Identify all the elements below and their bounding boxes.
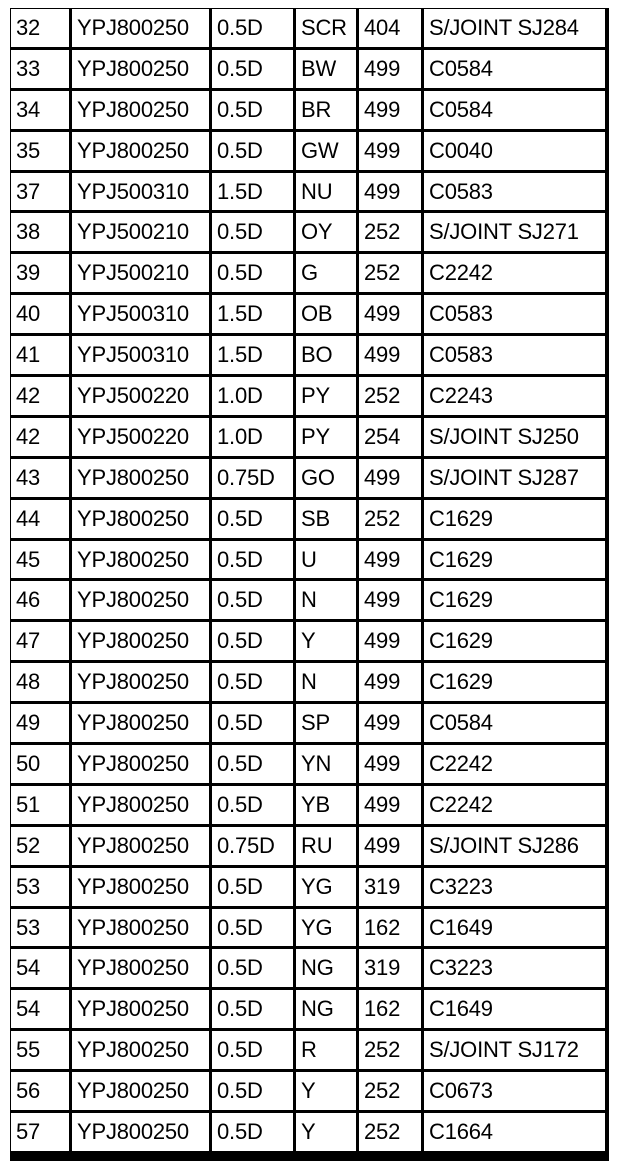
part-number-cell: YPJ800250	[72, 9, 209, 47]
wire-size-cell: 1.5D	[212, 336, 293, 374]
destination-cell: C1629	[424, 541, 605, 579]
part-number-cell: YPJ500310	[72, 295, 209, 333]
wire-color-cell: RU	[296, 827, 356, 865]
table-row	[11, 132, 605, 170]
wire-number-cell: 32	[11, 9, 69, 47]
circuit-code-cell: 499	[359, 622, 421, 660]
table-frame	[10, 8, 609, 1161]
table-row	[11, 622, 605, 660]
wire-number-cell: 51	[11, 786, 69, 824]
part-number-cell: YPJ800250	[72, 1113, 209, 1151]
table-row	[11, 173, 605, 211]
table-row	[11, 1031, 605, 1069]
destination-cell: C1629	[424, 581, 605, 619]
destination-cell: C2242	[424, 786, 605, 824]
part-number-cell: YPJ800250	[72, 459, 209, 497]
destination-cell: C0583	[424, 173, 605, 211]
circuit-code-cell: 499	[359, 704, 421, 742]
wire-number-cell: 43	[11, 459, 69, 497]
table-row	[11, 336, 605, 374]
wire-size-cell: 0.5D	[212, 704, 293, 742]
wire-number-cell: 45	[11, 541, 69, 579]
circuit-code-cell: 252	[359, 1072, 421, 1110]
circuit-code-cell: 499	[359, 581, 421, 619]
table-row	[11, 91, 605, 129]
circuit-code-cell: 499	[359, 827, 421, 865]
circuit-code-cell: 499	[359, 132, 421, 170]
wire-size-cell: 1.0D	[212, 377, 293, 415]
circuit-code-cell: 499	[359, 663, 421, 701]
wire-number-cell: 42	[11, 377, 69, 415]
part-number-cell: YPJ500310	[72, 173, 209, 211]
destination-cell: C1649	[424, 909, 605, 947]
part-number-cell: YPJ800250	[72, 949, 209, 987]
circuit-code-cell: 252	[359, 1031, 421, 1069]
wire-color-cell: Y	[296, 1072, 356, 1110]
destination-cell: S/JOINT SJ284	[424, 9, 605, 47]
part-number-cell: YPJ800250	[72, 1031, 209, 1069]
wire-number-cell: 53	[11, 909, 69, 947]
circuit-code-cell: 404	[359, 9, 421, 47]
destination-cell: C0673	[424, 1072, 605, 1110]
table-row	[11, 1113, 605, 1151]
wire-number-cell: 46	[11, 581, 69, 619]
wire-size-cell: 0.5D	[212, 581, 293, 619]
wire-number-cell: 52	[11, 827, 69, 865]
part-number-cell: YPJ800250	[72, 990, 209, 1028]
wire-color-cell: SP	[296, 704, 356, 742]
wire-number-cell: 56	[11, 1072, 69, 1110]
destination-cell: C0584	[424, 704, 605, 742]
circuit-code-cell: 162	[359, 990, 421, 1028]
destination-cell: C3223	[424, 949, 605, 987]
wire-number-cell: 34	[11, 91, 69, 129]
table-row	[11, 500, 605, 538]
destination-cell: S/JOINT SJ250	[424, 418, 605, 456]
part-number-cell: YPJ800250	[72, 868, 209, 906]
destination-cell: S/JOINT SJ287	[424, 459, 605, 497]
table-row	[11, 541, 605, 579]
circuit-code-cell: 319	[359, 868, 421, 906]
wire-number-cell: 37	[11, 173, 69, 211]
wire-size-cell: 0.5D	[212, 1072, 293, 1110]
wire-size-cell: 0.5D	[212, 541, 293, 579]
wire-size-cell: 0.5D	[212, 1031, 293, 1069]
table-row	[11, 9, 605, 47]
wire-size-cell: 0.5D	[212, 949, 293, 987]
wire-size-cell: 0.5D	[212, 500, 293, 538]
destination-cell: C2242	[424, 254, 605, 292]
wire-size-cell: 0.75D	[212, 827, 293, 865]
destination-cell: S/JOINT SJ271	[424, 213, 605, 251]
wire-size-cell: 1.5D	[212, 173, 293, 211]
part-number-cell: YPJ800250	[72, 704, 209, 742]
wire-number-cell: 38	[11, 213, 69, 251]
wire-number-cell: 48	[11, 663, 69, 701]
circuit-code-cell: 499	[359, 745, 421, 783]
part-number-cell: YPJ800250	[72, 541, 209, 579]
part-number-cell: YPJ800250	[72, 500, 209, 538]
table-row	[11, 745, 605, 783]
destination-cell: C2242	[424, 745, 605, 783]
destination-cell: C2243	[424, 377, 605, 415]
wire-color-cell: YB	[296, 786, 356, 824]
part-number-cell: YPJ800250	[72, 50, 209, 88]
wire-size-cell: 0.5D	[212, 745, 293, 783]
table-row	[11, 295, 605, 333]
wire-size-cell: 1.5D	[212, 295, 293, 333]
wire-number-cell: 39	[11, 254, 69, 292]
circuit-code-cell: 499	[359, 173, 421, 211]
table-row	[11, 868, 605, 906]
destination-cell: C0040	[424, 132, 605, 170]
destination-cell: S/JOINT SJ172	[424, 1031, 605, 1069]
wire-color-cell: PY	[296, 377, 356, 415]
part-number-cell: YPJ800250	[72, 132, 209, 170]
wire-size-cell: 0.5D	[212, 213, 293, 251]
table-body	[11, 9, 605, 1151]
wire-color-cell: N	[296, 581, 356, 619]
table-row	[11, 418, 605, 456]
part-number-cell: YPJ800250	[72, 786, 209, 824]
table-row	[11, 909, 605, 947]
wiring-table	[8, 6, 608, 1154]
destination-cell: S/JOINT SJ286	[424, 827, 605, 865]
circuit-code-cell: 499	[359, 786, 421, 824]
wire-color-cell: YG	[296, 909, 356, 947]
wire-color-cell: OY	[296, 213, 356, 251]
wire-number-cell: 55	[11, 1031, 69, 1069]
part-number-cell: YPJ800250	[72, 622, 209, 660]
wire-size-cell: 0.5D	[212, 786, 293, 824]
wire-color-cell: R	[296, 1031, 356, 1069]
part-number-cell: YPJ800250	[72, 663, 209, 701]
wire-color-cell: Y	[296, 622, 356, 660]
destination-cell: C0583	[424, 336, 605, 374]
destination-cell: C3223	[424, 868, 605, 906]
part-number-cell: YPJ800250	[72, 1072, 209, 1110]
circuit-code-cell: 499	[359, 295, 421, 333]
table-row	[11, 827, 605, 865]
circuit-code-cell: 252	[359, 377, 421, 415]
table-row	[11, 254, 605, 292]
table-row	[11, 459, 605, 497]
wire-number-cell: 49	[11, 704, 69, 742]
part-number-cell: YPJ800250	[72, 581, 209, 619]
part-number-cell: YPJ500310	[72, 336, 209, 374]
part-number-cell: YPJ500210	[72, 254, 209, 292]
wire-color-cell: SB	[296, 500, 356, 538]
part-number-cell: YPJ500220	[72, 418, 209, 456]
wire-number-cell: 54	[11, 990, 69, 1028]
table-row	[11, 581, 605, 619]
wire-color-cell: NU	[296, 173, 356, 211]
wire-color-cell: BR	[296, 91, 356, 129]
table-row	[11, 990, 605, 1028]
wire-size-cell: 1.0D	[212, 418, 293, 456]
table-row	[11, 213, 605, 251]
wire-size-cell: 0.5D	[212, 990, 293, 1028]
wire-color-cell: OB	[296, 295, 356, 333]
table-row	[11, 786, 605, 824]
wire-number-cell: 42	[11, 418, 69, 456]
wire-color-cell: Y	[296, 1113, 356, 1151]
wire-color-cell: BO	[296, 336, 356, 374]
destination-cell: C0584	[424, 50, 605, 88]
wire-number-cell: 40	[11, 295, 69, 333]
part-number-cell: YPJ800250	[72, 745, 209, 783]
wire-color-cell: U	[296, 541, 356, 579]
wire-color-cell: NG	[296, 949, 356, 987]
wire-size-cell: 0.5D	[212, 9, 293, 47]
circuit-code-cell: 499	[359, 541, 421, 579]
destination-cell: C1649	[424, 990, 605, 1028]
circuit-code-cell: 499	[359, 459, 421, 497]
destination-cell: C0583	[424, 295, 605, 333]
circuit-code-cell: 252	[359, 1113, 421, 1151]
wire-color-cell: GO	[296, 459, 356, 497]
wire-number-cell: 33	[11, 50, 69, 88]
wire-number-cell: 35	[11, 132, 69, 170]
table-row	[11, 50, 605, 88]
wire-color-cell: SCR	[296, 9, 356, 47]
part-number-cell: YPJ500210	[72, 213, 209, 251]
wire-size-cell: 0.5D	[212, 254, 293, 292]
circuit-code-cell: 252	[359, 500, 421, 538]
destination-cell: C1629	[424, 663, 605, 701]
wire-number-cell: 53	[11, 868, 69, 906]
circuit-code-cell: 254	[359, 418, 421, 456]
wire-color-cell: N	[296, 663, 356, 701]
wire-number-cell: 41	[11, 336, 69, 374]
table-row	[11, 663, 605, 701]
wire-size-cell: 0.5D	[212, 91, 293, 129]
wire-size-cell: 0.5D	[212, 909, 293, 947]
circuit-code-cell: 252	[359, 213, 421, 251]
circuit-code-cell: 319	[359, 949, 421, 987]
wire-number-cell: 54	[11, 949, 69, 987]
circuit-code-cell: 162	[359, 909, 421, 947]
wire-number-cell: 47	[11, 622, 69, 660]
wire-color-cell: BW	[296, 50, 356, 88]
wire-color-cell: G	[296, 254, 356, 292]
wire-color-cell: PY	[296, 418, 356, 456]
destination-cell: C1629	[424, 500, 605, 538]
wire-size-cell: 0.5D	[212, 50, 293, 88]
circuit-code-cell: 499	[359, 91, 421, 129]
destination-cell: C1629	[424, 622, 605, 660]
part-number-cell: YPJ800250	[72, 91, 209, 129]
part-number-cell: YPJ800250	[72, 909, 209, 947]
table-row	[11, 704, 605, 742]
wire-size-cell: 0.5D	[212, 132, 293, 170]
wire-size-cell: 0.5D	[212, 622, 293, 660]
wire-size-cell: 0.5D	[212, 868, 293, 906]
wire-size-cell: 0.5D	[212, 663, 293, 701]
wire-color-cell: YN	[296, 745, 356, 783]
destination-cell: C0584	[424, 91, 605, 129]
table-row	[11, 1072, 605, 1110]
wire-color-cell: YG	[296, 868, 356, 906]
wire-size-cell: 0.75D	[212, 459, 293, 497]
circuit-code-cell: 252	[359, 254, 421, 292]
wire-number-cell: 57	[11, 1113, 69, 1151]
part-number-cell: YPJ800250	[72, 827, 209, 865]
wire-color-cell: GW	[296, 132, 356, 170]
wire-color-cell: NG	[296, 990, 356, 1028]
table-row	[11, 377, 605, 415]
circuit-code-cell: 499	[359, 50, 421, 88]
wire-number-cell: 44	[11, 500, 69, 538]
table-row	[11, 949, 605, 987]
wire-size-cell: 0.5D	[212, 1113, 293, 1151]
circuit-code-cell: 499	[359, 336, 421, 374]
destination-cell: C1664	[424, 1113, 605, 1151]
wire-number-cell: 50	[11, 745, 69, 783]
part-number-cell: YPJ500220	[72, 377, 209, 415]
